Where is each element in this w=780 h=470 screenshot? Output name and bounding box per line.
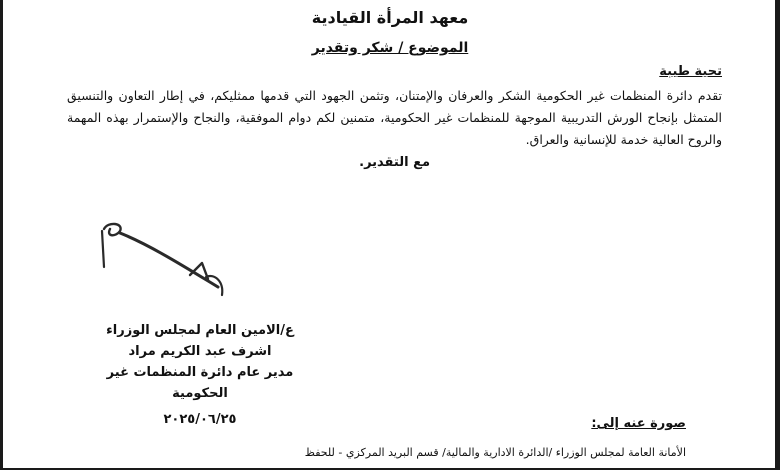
letter-greeting: تحية طيبة [659,64,722,79]
letter-subject: الموضوع / شكر وتقدير [311,40,469,56]
signatory-title: ع/الامين العام لمجلس الوزراء [106,323,294,338]
letter-date: ٢٠٢٥/٠٦/٢٥ [163,412,237,427]
signatory-name: اشرف عبد الكريم مراد [128,344,272,359]
signatory-position: مدير عام دائرة المنظمات غير الحكومية [106,365,294,401]
page-edge-left [0,0,3,470]
signatory-block [100,320,300,430]
copy-to-heading: صورة عنه إلى: [591,416,686,431]
letter-addressee: معهد المرأة القيادية [311,8,469,27]
letter-body: تقدم دائرة المنظمات غير الحكومية الشكر والعرفان والإمتنان، وتثمن الجهود التي قدمها ممثليكم، في إطار التعاون والتنسيق المتمثل بإنجاح الورش التدريبية الموجهة للمنظمات غير الحكومية، متمنين لكم دوام الموفقية، والنجاح والإستمرار بهذه المهمة والروح العالية خدمة للإنسانية والعراق. [67,88,722,147]
copy-recipient: الأمانة العامة لمجلس الوزراء /الدائرة الادارية والمالية/ قسم البريد المركزي - للحفظ [304,446,686,459]
handwritten-signature [90,215,240,305]
letter-closing: مع التقدير. [359,155,430,170]
page-edge-right [775,0,780,470]
